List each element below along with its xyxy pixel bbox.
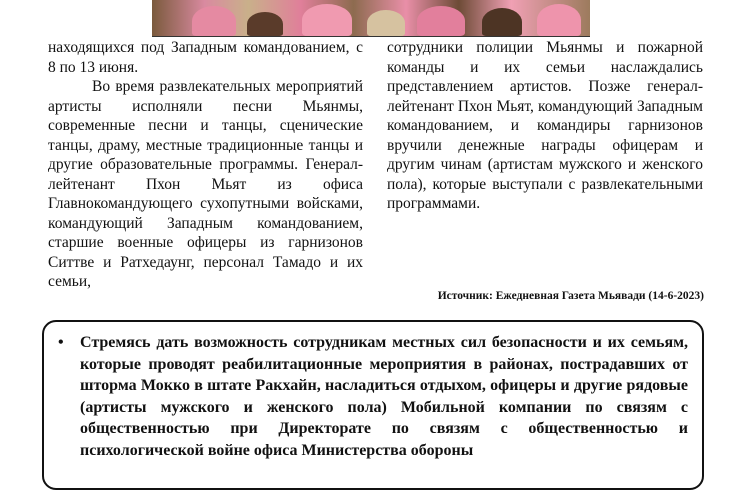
bullet-icon: •	[58, 334, 64, 351]
photo-figure	[367, 10, 405, 36]
photo-figure	[302, 4, 352, 36]
callout-text: Стремясь дать возможность сотрудникам местных сил безопасности и их семьям, которые проводят реабилитационные мероприятия в районах, пострадавших от шторма Мокко в штате Ракхайн, насладиться отдыхом, офицеры и другие рядовые (артисты мужского и женского пола) Мобильной компании по связям с общественностью при Директорате по связям с общественностью и психологической войне офиса Министерства обороны	[80, 334, 688, 459]
left-column	[48, 38, 363, 292]
right-paragraph-1: сотрудники полиции Мьянмы и пожарной команды и их семьи наслаждались представлением артистов. Позже генерал-лейтенант Пхон Мьят, командующий Западным командованием, и командиры гарнизонов вручили денежные награды офицерам и другим чинам (артистам мужского и женского пола), которые выступали с развлекательными программами.	[387, 39, 703, 212]
callout-text-wrapper	[58, 332, 688, 461]
photo-figure	[482, 8, 522, 36]
left-paragraph-2: Во время развлекательных мероприятий артисты исполняли песни Мьянмы, современные песни и танцы, сценические танцы, драму, местные традиционные танцы и другие образовательные программы. Генерал-лейтенант Пхон Мьят из офиса Главнокомандующего сухопутными войсками, командующий Западным командованием, старшие военные офицеры из гарнизонов Ситтве и Ратхедаунг, персонал Тамадо и их семьи,	[48, 78, 363, 290]
photo-figure	[417, 6, 465, 36]
photo-figure	[537, 4, 581, 36]
left-paragraph-1: находящихся под Западным командованием, с 8 по 13 июня.	[48, 39, 363, 76]
article-source: Источник: Ежедневная Газета Мьявади (14-6-2023)	[437, 290, 704, 302]
news-photo	[152, 0, 590, 37]
callout-box	[42, 320, 704, 490]
photo-figure	[192, 6, 236, 36]
right-column	[387, 38, 703, 214]
photo-figure	[247, 12, 283, 36]
